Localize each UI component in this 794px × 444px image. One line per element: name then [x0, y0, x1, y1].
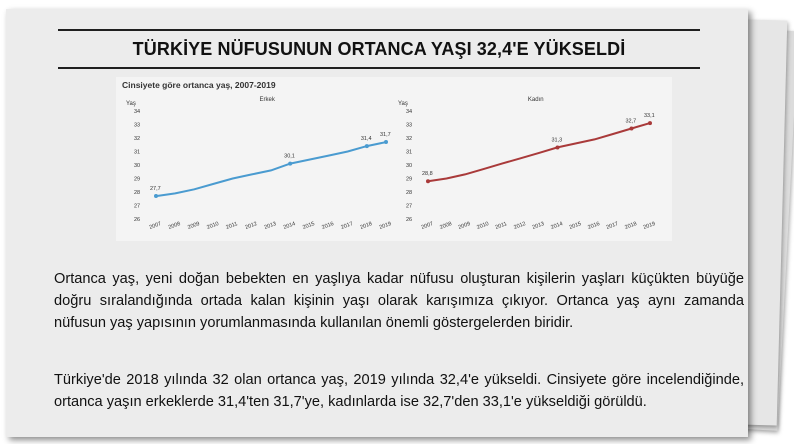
data-point — [648, 121, 652, 125]
y-axis-label: Yaş — [126, 101, 136, 107]
data-point — [630, 127, 634, 131]
y-tick-label: 28 — [406, 190, 413, 196]
data-label: 27,7 — [150, 186, 161, 193]
x-tick-label: 2016 — [321, 221, 335, 231]
y-tick-label: 27 — [134, 203, 141, 210]
y-tick-label: 26 — [134, 217, 141, 223]
content-card — [6, 9, 748, 437]
x-tick-label: 2013 — [531, 221, 546, 231]
data-label: 33,1 — [644, 113, 655, 120]
y-tick-label: 29 — [406, 176, 413, 183]
chart-svg — [116, 77, 672, 241]
data-label: 31,3 — [551, 137, 563, 144]
data-label: 28,8 — [422, 171, 433, 178]
data-point — [556, 145, 560, 149]
x-tick-label: 2007 — [420, 221, 435, 231]
y-tick-label: 31 — [406, 149, 413, 156]
x-tick-label: 2018 — [359, 221, 374, 231]
figure-title: Cinsiyete göre ortanca yaş, 2007-2019 — [122, 80, 276, 90]
x-tick-label: 2007 — [148, 221, 163, 231]
x-tick-label: 2016 — [587, 221, 601, 231]
series-line — [156, 142, 386, 196]
x-tick-label: 2015 — [301, 221, 316, 231]
x-tick-label: 2015 — [568, 221, 583, 231]
y-tick-label: 34 — [134, 109, 141, 115]
data-label: 31,7 — [380, 132, 391, 139]
y-tick-label: 32 — [406, 136, 413, 142]
x-tick-label: 2019 — [378, 221, 393, 231]
title-rule-top — [58, 29, 700, 31]
x-tick-label: 2014 — [282, 221, 297, 231]
data-point — [154, 194, 158, 198]
x-tick-label: 2008 — [439, 221, 453, 231]
x-tick-label: 2019 — [642, 221, 657, 231]
y-tick-label: 28 — [134, 190, 141, 196]
data-label: 30,1 — [284, 153, 295, 160]
x-tick-label: 2011 — [494, 221, 508, 231]
x-tick-label: 2009 — [186, 221, 201, 231]
x-tick-label: 2010 — [206, 221, 220, 231]
paragraph-2: Türkiye'de 2018 yılında 32 olan ortanca yaş, 2019 yılında 32,4'e yükseldi. Cinsiyete göre incelendiğinde, ortanca yaşın erkeklerde 31,4'ten 31,7'ye, kadınlarda ise 32,7'den 33,1'e yükseldiği görüldü. — [54, 371, 744, 410]
y-tick-label: 34 — [406, 109, 413, 115]
x-tick-label: 2018 — [624, 221, 638, 231]
x-tick-label: 2017 — [340, 221, 354, 231]
x-tick-label: 2017 — [605, 221, 620, 231]
data-label: 32,7 — [625, 118, 637, 125]
y-axis-label: Yaş — [398, 101, 408, 107]
y-tick-label: 30 — [406, 163, 413, 169]
y-tick-label: 32 — [134, 136, 141, 142]
title-rule-bottom — [58, 67, 700, 69]
y-tick-label: 29 — [134, 176, 141, 183]
data-label: 31,4 — [360, 136, 372, 143]
data-point — [426, 179, 430, 183]
x-tick-label: 2010 — [476, 221, 490, 231]
x-tick-label: 2009 — [457, 221, 472, 231]
y-tick-label: 31 — [134, 149, 141, 156]
x-tick-label: 2012 — [513, 221, 527, 231]
paragraph-1: Ortanca yaş, yeni doğan bebekten en yaşlıya kadar nüfusu oluşturan kişilerin yaşları küçükten büyüğe doğru sıralandığında ortada kalan kişinin yaşı olarak karışımıza çıkıyor. Ortanca yaş aynı zamanda nüfusun yaş yapısının yorumlanmasında kullanılan önemli göstergelerden biridir. — [54, 270, 744, 331]
y-tick-label: 27 — [406, 203, 413, 210]
chart-figure — [116, 77, 672, 241]
headline — [58, 29, 700, 69]
panel-title: Kadın — [527, 97, 544, 103]
panel-title: Erkek — [259, 97, 275, 103]
data-point — [288, 162, 292, 166]
data-point — [384, 140, 388, 144]
y-tick-label: 26 — [406, 217, 413, 223]
data-point — [365, 144, 369, 148]
x-tick-label: 2014 — [550, 221, 564, 231]
y-tick-label: 33 — [134, 122, 141, 129]
page-title: TÜRKİYE NÜFUSUNUN ORTANCA YAŞI 32,4'E YÜKSELDİ — [132, 39, 626, 59]
series-line — [428, 123, 650, 181]
y-tick-label: 33 — [406, 122, 413, 129]
x-tick-label: 2013 — [263, 221, 278, 231]
x-tick-label: 2011 — [225, 221, 239, 231]
y-tick-label: 30 — [134, 163, 141, 169]
x-tick-label: 2008 — [167, 221, 182, 231]
x-tick-label: 2012 — [244, 221, 259, 231]
